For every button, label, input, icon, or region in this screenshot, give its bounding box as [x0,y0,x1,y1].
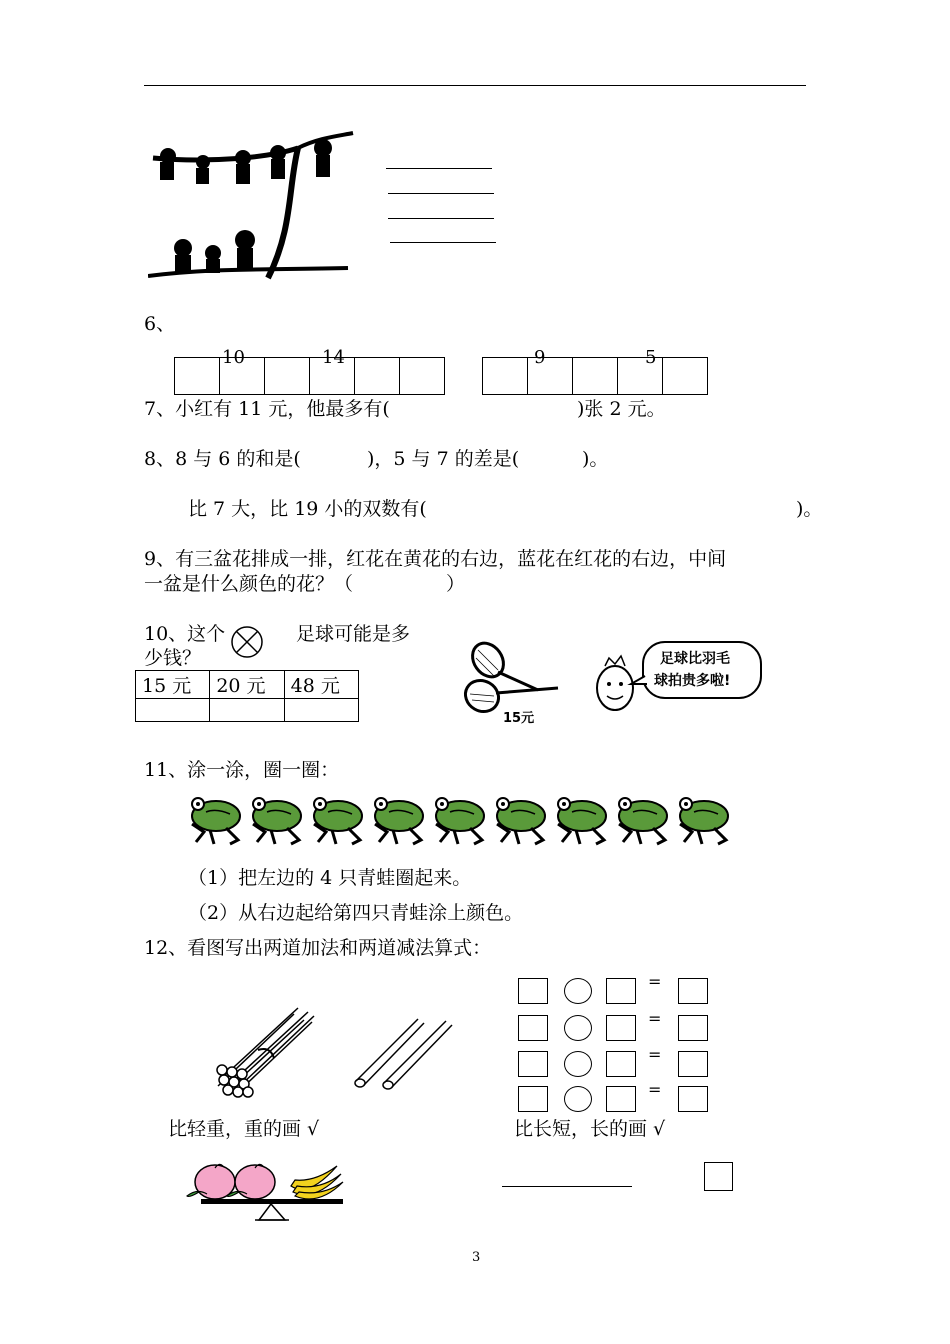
eq2-box-a[interactable] [518,1015,548,1041]
q6-cell[interactable] [482,357,528,395]
q6-cell[interactable] [662,357,708,395]
answer-blank-3[interactable] [388,217,494,219]
eq3-operator-circle[interactable] [564,1051,592,1077]
q10-price-options-table [135,670,359,722]
two-sticks-illustration [352,1015,462,1090]
frog-2-icon[interactable] [253,798,301,844]
frog-9-icon[interactable] [680,798,728,844]
speech-bubble-line-1: 足球比羽毛 [660,651,730,667]
q12-title: 12、看图写出两道加法和两道减法算式： [144,937,492,959]
eq4-box-b[interactable] [606,1086,636,1112]
eq1-equals-sign: = [648,972,662,991]
q9-line2: 一盆是什么颜色的花？（ [144,573,354,595]
q10-line2: 少钱？ [144,647,202,669]
q10-answer-cell[interactable] [284,699,358,722]
eq4-operator-circle[interactable] [564,1086,592,1112]
q8-line1-b: )，5 与 7 的差是( [367,448,520,470]
q6-number: 6、 [144,313,176,335]
q8-line1-a: 8、8 与 6 的和是( [144,448,301,470]
frog-4-icon[interactable] [375,798,423,844]
header-rule [144,85,806,86]
q11-item-1: （1）把左边的 4 只青蛙圈起来。 [188,867,472,889]
length-compare-answer-box[interactable] [704,1162,733,1191]
q7-text-end: )张 2 元。 [577,398,666,420]
answer-blank-1[interactable] [386,167,492,169]
stick-bundle-illustration [210,1000,320,1100]
q6-cell[interactable] [264,357,310,395]
eq1-operator-circle[interactable] [564,978,592,1004]
eq2-equals-sign: = [648,1009,662,1028]
q7-text-start: 7、小红有 11 元，他最多有( [144,398,390,420]
q11-item-2: （2）从右边起给第四只青蛙涂上颜色。 [188,902,524,924]
q9-line2-end: ） [446,573,466,595]
speech-bubble-line-2: 球拍贵多啦! [654,673,731,689]
answer-blank-4[interactable] [390,241,496,243]
page-number: 3 [472,1250,481,1265]
eq1-box-result[interactable] [678,978,708,1004]
frog-5-icon[interactable] [436,798,484,844]
frogs-row [186,788,736,850]
football-symbol-icon [230,625,264,659]
eq4-box-a[interactable] [518,1086,548,1112]
frog-8-icon[interactable] [619,798,667,844]
q10-line1-b: 足球可能是多 [296,623,411,645]
q8-line2-b: )。 [796,498,823,520]
q6-cell[interactable] [174,357,220,395]
answer-blank-2[interactable] [388,192,494,194]
q6-number-row-1 [175,357,445,395]
q6-row2-label-a: 9 [534,347,546,368]
eq2-operator-circle[interactable] [564,1015,592,1041]
eq3-box-a[interactable] [518,1051,548,1077]
q6-cell[interactable] [572,357,618,395]
q10-answer-cell[interactable] [210,699,284,722]
q10-answer-cell[interactable] [136,699,210,722]
q10-option-15: 15 元 [136,671,210,699]
q12-equations [518,972,718,1118]
eq4-equals-sign: = [648,1080,662,1099]
eq2-box-b[interactable] [606,1015,636,1041]
eq2-box-result[interactable] [678,1015,708,1041]
q10-option-20: 20 元 [210,671,284,699]
frog-3-icon[interactable] [314,798,362,844]
length-compare-label: 比长短，长的画 √ [514,1118,666,1140]
frog-1-icon[interactable] [192,798,240,844]
q6-row1-label-a: 10 [222,347,245,368]
q8-line1-c: )。 [582,448,609,470]
q8-line2-a: 比 7 大，比 19 小的双数有( [188,498,427,520]
q10-line1-a: 10、这个 [144,623,226,645]
eq1-box-a[interactable] [518,978,548,1004]
length-compare-line [502,1186,632,1187]
q11-title: 11、涂一涂，圈一圈： [144,759,340,781]
eq4-box-result[interactable] [678,1086,708,1112]
q9-line1: 9、有三盆花排成一排，红花在黄花的右边，蓝花在红花的右边，中间 [144,548,727,570]
q6-cell[interactable] [399,357,445,395]
frog-7-icon[interactable] [558,798,606,844]
q6-row1-label-b: 14 [322,347,345,368]
weight-compare-label: 比轻重，重的画 √ [168,1118,320,1140]
eq3-box-result[interactable] [678,1051,708,1077]
q6-cell[interactable] [354,357,400,395]
eq3-equals-sign: = [648,1045,662,1064]
balance-scale-illustration [185,1152,350,1224]
frog-6-icon[interactable] [497,798,545,844]
eq1-box-b[interactable] [606,978,636,1004]
eq3-box-b[interactable] [606,1051,636,1077]
q6-row2-label-b: 5 [645,347,657,368]
q6-number-row-2 [483,357,708,395]
q10-option-48: 48 元 [284,671,358,699]
racket-price-label: 15元 [503,711,535,726]
monkeys-tree-illustration [148,128,360,283]
